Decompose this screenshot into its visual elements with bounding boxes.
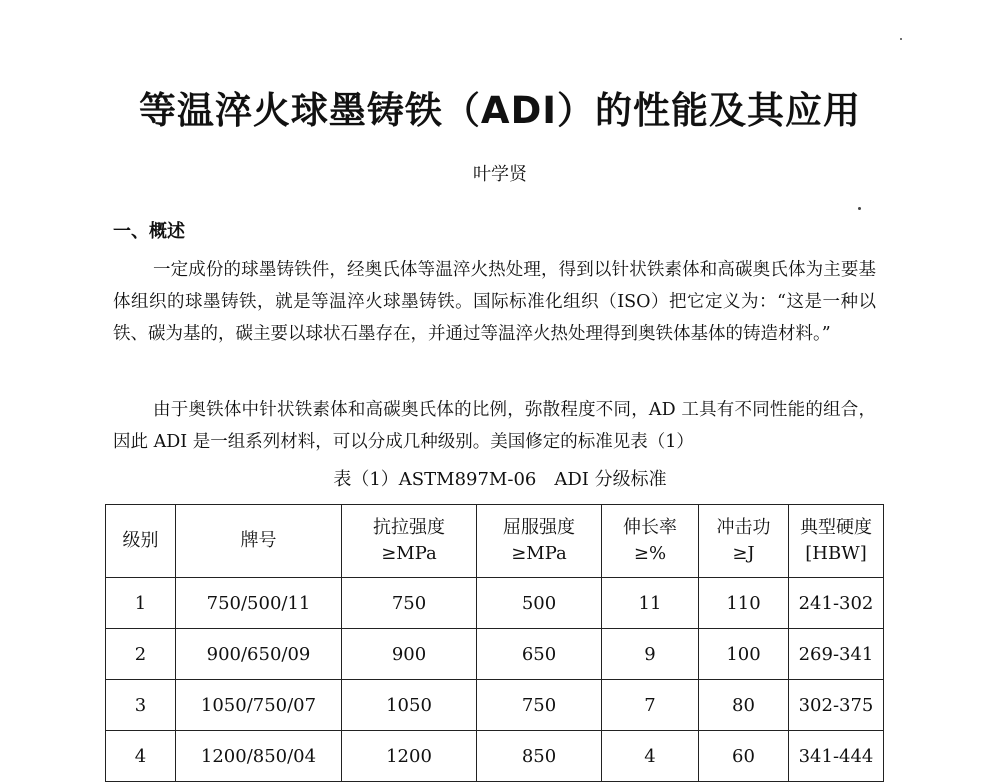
column-header-unit: ≥%	[633, 543, 667, 564]
table-cell: 1200	[342, 731, 477, 782]
column-header-unit: ≥MPa	[511, 543, 567, 564]
column-header-label: 冲击功	[716, 517, 771, 538]
table-cell: 4	[106, 731, 176, 782]
table-cell: 1050/750/07	[176, 680, 342, 731]
table-cell: 1050	[342, 680, 477, 731]
paper-title: 等温淬火球墨铸铁（ADI）的性能及其应用	[138, 89, 862, 132]
table-cell: 4	[602, 731, 699, 782]
column-header	[106, 505, 176, 578]
table-cell: 900	[342, 629, 477, 680]
scan-speck	[900, 38, 902, 40]
column-header-unit: ≥MPa	[381, 543, 437, 564]
table-cell: 100	[699, 629, 789, 680]
column-header-label: 抗拉强度	[373, 517, 445, 538]
table-cell: 60	[699, 731, 789, 782]
table-cell: 80	[699, 680, 789, 731]
column-header	[602, 505, 699, 578]
table-body	[106, 578, 884, 782]
section-heading: 一、概述	[113, 221, 185, 242]
column-header	[342, 505, 477, 578]
table-cell: 269-341	[789, 629, 884, 680]
column-header	[789, 505, 884, 578]
author-name: 叶学贤	[473, 164, 527, 185]
table-cell: 750/500/11	[176, 578, 342, 629]
column-header	[699, 505, 789, 578]
column-header	[477, 505, 602, 578]
table-cell: 500	[477, 578, 602, 629]
table-cell: 11	[602, 578, 699, 629]
column-header-label: 屈服强度	[503, 517, 575, 538]
table-cell: 850	[477, 731, 602, 782]
table-cell: 1	[106, 578, 176, 629]
table-cell: 750	[342, 578, 477, 629]
column-header-unit: ≥J	[732, 543, 755, 564]
body-paragraph-1: 一定成份的球墨铸铁件，经奥氏体等温淬火热处理，得到以针状铁素体和高碳奥氏体为主要基体组织的球墨铸铁，就是等温淬火球墨铸铁。国际标准化组织（ISO）把它定义为：“这是一种以铁、碳为基的，碳主要以球状石墨存在，并通过等温淬火热处理得到奥铁体基体的铸造材料。”	[113, 260, 876, 344]
table-cell: 1200/850/04	[176, 731, 342, 782]
table-cell: 9	[602, 629, 699, 680]
scan-speck	[858, 207, 861, 210]
table-cell: 7	[602, 680, 699, 731]
table-cell: 302-375	[789, 680, 884, 731]
table-row	[106, 680, 884, 731]
table-cell: 900/650/09	[176, 629, 342, 680]
column-header-label: 级别	[122, 530, 159, 551]
column-header-label: 伸长率	[623, 517, 677, 538]
column-header-label: 典型硬度	[800, 517, 872, 538]
table-cell: 110	[699, 578, 789, 629]
column-header-label: 牌号	[240, 530, 277, 551]
table-cell: 2	[106, 629, 176, 680]
table-row	[106, 629, 884, 680]
table-row	[106, 578, 884, 629]
table-row	[106, 731, 884, 782]
column-header	[176, 505, 342, 578]
table-cell: 341-444	[789, 731, 884, 782]
table-cell: 650	[477, 629, 602, 680]
table-header-row	[106, 505, 884, 578]
table-cell: 241-302	[789, 578, 884, 629]
column-header-unit: [HBW]	[805, 543, 867, 564]
table-cell: 750	[477, 680, 602, 731]
table-caption: 表（1）ASTM897M-06 ADI 分级标准	[333, 469, 667, 490]
table-cell: 3	[106, 680, 176, 731]
adi-grade-table	[105, 504, 884, 782]
body-paragraph-2: 由于奥铁体中针状铁素体和高碳奥氏体的比例，弥散程度不同，AD 工具有不同性能的组合，因此 ADI 是一组系列材料，可以分成几种级别。美国修定的标准见表（1）	[113, 400, 876, 452]
